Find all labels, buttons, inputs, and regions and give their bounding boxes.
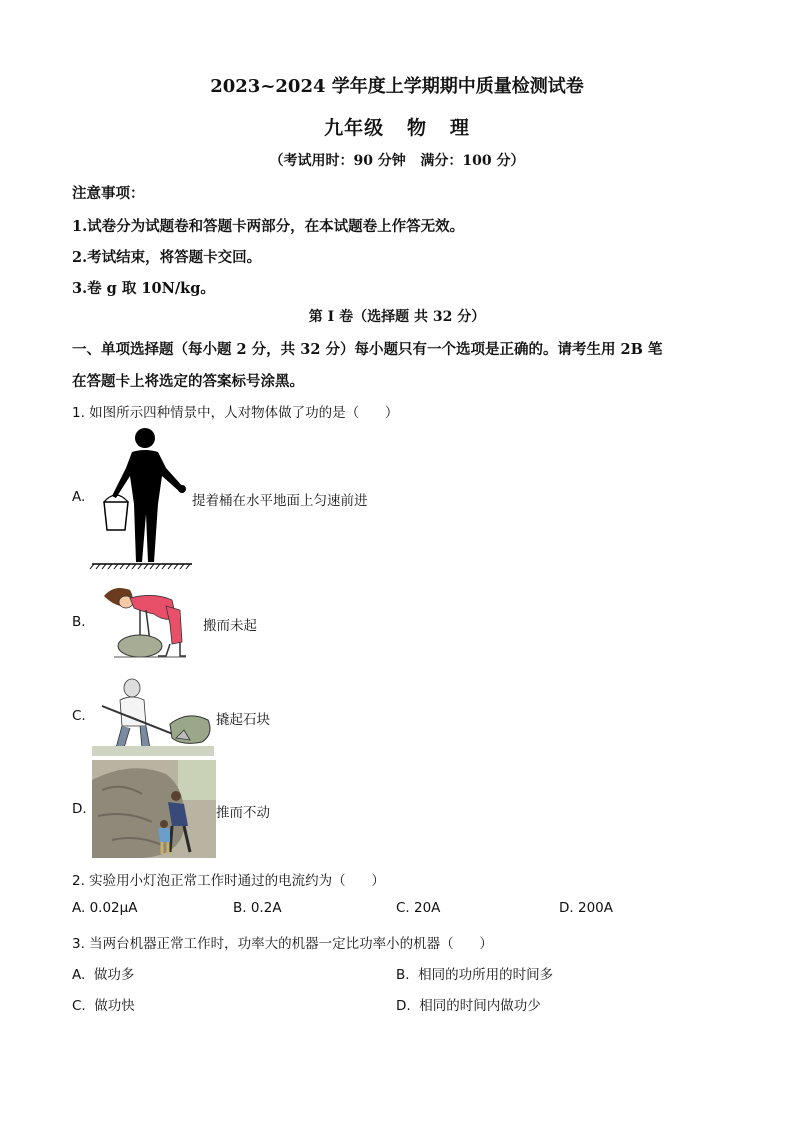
q2-option-a: A. 0.02μA [72,900,138,916]
section-instruction-line2: 在答题卡上将选定的答案标号涂黑。 [72,373,304,390]
note-item-3: 3.卷 g 取 10N/kg。 [72,280,215,297]
section-instruction-line1: 一、单项选择题（每小题 2 分，共 32 分）每小题只有一个选项是正确的。请考生用 2B 笔 [72,341,663,358]
q1-option-a-letter: A. [72,489,86,505]
people-pushing-boulder-photo [92,760,216,858]
question-2-stem: 2. 实验用小灯泡正常工作时通过的电流约为（ ） [72,873,385,889]
q1-option-b-letter: B. [72,614,86,630]
q1-option-b-caption: 搬而未起 [203,618,257,634]
q1-option-c-caption: 撬起石块 [216,712,270,728]
q3-option-a: A. 做功多 [72,967,135,983]
q1-option-c-letter: C. [72,708,86,724]
section-title: 第 I 卷（选择题 共 32 分） [308,309,486,325]
person-carrying-bucket-illustration [88,422,198,572]
q2-option-d: D. 200A [559,900,613,916]
man-prying-rock-illustration [92,676,214,756]
q1-option-a-caption: 提着桶在水平地面上匀速前进 [192,493,368,509]
q2-option-c: C. 20A [396,900,441,916]
woman-lifting-stone-illustration [100,584,186,660]
exam-subtitle: 九年级 物 理 [324,117,470,139]
q3-option-d: D. 相同的时间内做功少 [396,998,541,1014]
q3-option-c: C. 做功快 [72,998,135,1014]
q1-option-d-caption: 推而不动 [216,805,270,821]
notes-heading: 注意事项： [72,185,145,202]
exam-info: （考试用时：90 分钟 满分：100 分） [269,153,525,169]
note-item-2: 2.考试结束，将答题卡交回。 [72,249,262,266]
q3-option-b: B. 相同的功所用的时间多 [396,967,554,983]
exam-title: 2023~2024 学年度上学期期中质量检测试卷 [210,76,584,97]
note-item-1: 1.试卷分为试题卷和答题卡两部分，在本试题卷上作答无效。 [72,218,465,235]
q1-option-d-letter: D. [72,801,87,817]
question-1-stem: 1. 如图所示四种情景中，人对物体做了功的是（ ） [72,405,399,421]
q2-option-b: B. 0.2A [233,900,282,916]
question-3-stem: 3. 当两台机器正常工作时，功率大的机器一定比功率小的机器（ ） [72,936,493,952]
